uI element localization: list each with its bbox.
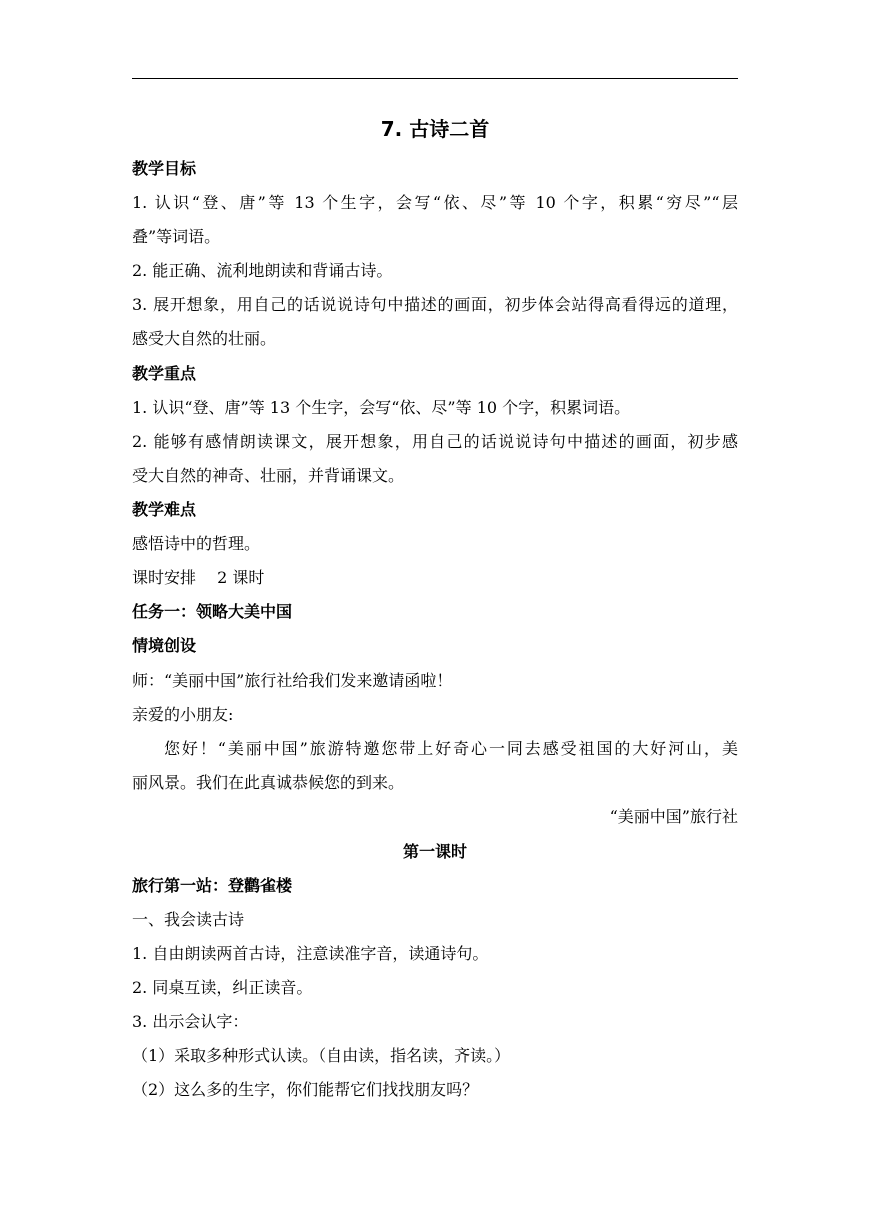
difficulty-text: 感悟诗中的哲理。	[132, 534, 261, 553]
task-one-heading: 任务一：领略大美中国	[132, 602, 293, 621]
letter-body-line-1: 您好！“美丽中国”旅游特邀您带上好奇心一同去感受祖国的大好河山，美	[164, 739, 738, 758]
section-heading-difficulties: 教学难点	[132, 500, 197, 519]
document-title: 7. 古诗二首	[380, 117, 490, 141]
objective-3-line-1: 3. 展开想象，用自己的话说说诗句中描述的画面，初步体会站得高看得远的道理，	[132, 295, 738, 314]
letter-signature: “美丽中国”旅行社	[609, 807, 738, 826]
step-item-1: 1. 自由朗读两首古诗，注意读准字音，读通诗句。	[132, 944, 489, 963]
schedule-text: 课时安排 2 课时	[132, 568, 265, 587]
objective-1-line-1: 1. 认识“登、唐”等 13 个生字，会写“依、尽”等 10 个字，积累“穷尽”“层	[132, 193, 738, 212]
key-point-2-line-2: 受大自然的神奇、壮丽，并背诵课文。	[132, 466, 405, 485]
header-rule	[132, 78, 738, 79]
teacher-line: 师：“美丽中国”旅行社给我们发来邀请函啦！	[132, 671, 453, 690]
letter-body-line-2: 丽风景。我们在此真诚恭候您的到来。	[132, 773, 405, 792]
sub-item-1: （1）采取多种形式认读。（自由读，指名读，齐读。）	[132, 1046, 511, 1065]
lesson-one-heading: 第一课时	[402, 842, 467, 861]
travel-stop-one-heading: 旅行第一站：登鹳雀楼	[132, 876, 293, 895]
objective-1-line-2: 叠”等词语。	[132, 227, 221, 246]
step-one-heading: 一、我会读古诗	[132, 910, 245, 929]
key-point-1: 1. 认识“登、唐”等 13 个生字，会写“依、尽”等 10 个字，积累词语。	[132, 398, 631, 417]
step-item-2: 2. 同桌互读，纠正读音。	[132, 978, 313, 997]
section-heading-key-points: 教学重点	[132, 364, 197, 383]
sub-item-2: （2）这么多的生字，你们能帮它们找找朋友吗？	[132, 1080, 479, 1099]
section-heading-objectives: 教学目标	[132, 159, 197, 178]
letter-greeting: 亲爱的小朋友:	[132, 705, 234, 724]
step-item-3: 3. 出示会认字：	[132, 1012, 249, 1031]
objective-3-line-2: 感受大自然的壮丽。	[132, 329, 277, 348]
objective-2: 2. 能正确、流利地朗读和背诵古诗。	[132, 261, 393, 280]
scenario-heading: 情境创设	[132, 636, 197, 655]
key-point-2-line-1: 2. 能够有感情朗读课文，展开想象，用自己的话说说诗句中描述的画面，初步感	[132, 432, 738, 451]
